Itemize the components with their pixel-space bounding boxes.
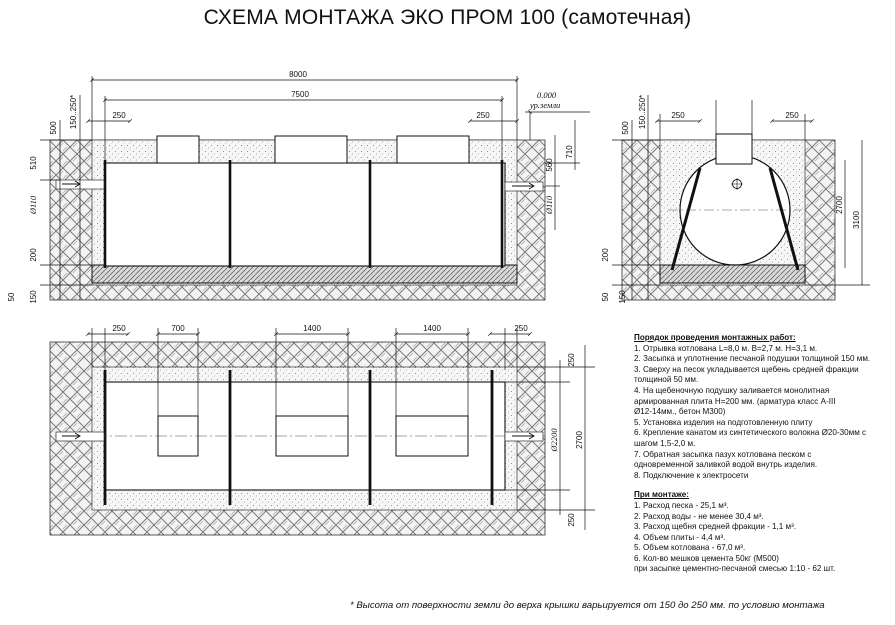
- concrete-slab-side: [660, 265, 805, 283]
- install-step: одновременной заливкой водой внутрь изделия.: [634, 460, 818, 470]
- side-dim-250-right: 250: [785, 111, 799, 120]
- mount-item: при засыпке цементно-песчаной смесью 1:10 - 62 шт.: [634, 564, 836, 574]
- side-hatch: [716, 134, 752, 164]
- notes-panel: [634, 333, 892, 575]
- mount-item: 4. Объем плиты - 4,4 м³.: [634, 532, 726, 542]
- dim-right-560: 560: [545, 158, 554, 172]
- side-dim-200: 200: [601, 248, 610, 262]
- install-step: 7. Обратная засыпка пазух котлована песком с: [634, 449, 812, 459]
- page-title: СХЕМА МОНТАЖА ЭКО ПРОМ 100 (самотечная): [203, 6, 692, 29]
- plan-dim-250-bottom: 250: [567, 513, 576, 527]
- side-section: [601, 95, 870, 304]
- dim-tank-length: 7500: [291, 90, 309, 99]
- install-step: шагом 1,5-2,0 м.: [634, 438, 696, 448]
- side-dim-2700: 2700: [835, 196, 844, 214]
- dim-top-250-right: 250: [476, 111, 490, 120]
- dim-top-250-left: 250: [112, 111, 126, 120]
- mount-item: 1. Расход песка - 25,1 м³.: [634, 500, 729, 510]
- install-step: 6. Крепление канатом из синтетического волокна Ø20-30мм с: [634, 428, 867, 438]
- install-step: 3. Сверху на песок укладывается щебень средней фракции: [634, 364, 859, 374]
- tank-front: [105, 163, 505, 266]
- install-step: 2. Засыпка и уплотнение песчаной подушки толщиной 150 мм.: [634, 354, 871, 364]
- install-step: 5. Установка изделия на подготовленную плиту: [634, 417, 813, 427]
- side-dim-500: 500: [621, 121, 630, 135]
- dim-right-pipe: Ø110: [544, 195, 554, 215]
- install-step: 4. На щебеночную подушку заливается монолитная: [634, 385, 830, 395]
- plan-dim-diameter: Ø2200: [549, 428, 559, 452]
- plan-dim-250-top: 250: [567, 353, 576, 367]
- front-section: [7, 70, 590, 304]
- plan-dim-700: 700: [171, 324, 185, 333]
- side-dim-150-250: 150..250*: [638, 94, 647, 130]
- side-dim-250-left: 250: [671, 111, 685, 120]
- outlet-pipe-plan: [505, 432, 543, 441]
- ground-level-label: ур.земли: [530, 100, 561, 110]
- mount-item: 2. Расход воды - не менее 30,4 м³.: [634, 511, 764, 521]
- install-step: армированная плита Н=200 мм. (арматура класс А-III: [634, 396, 836, 406]
- dim-left-500: 500: [49, 121, 58, 135]
- hatch-2: [275, 136, 347, 163]
- dim-left-200: 200: [29, 248, 38, 262]
- mount-item: 6. Кол-во мешков цемента 50кг (М500): [634, 553, 779, 563]
- install-step: 1. Отрывка котлована L=8,0 м. В=2,7 м. Н=3,1 м.: [634, 343, 818, 353]
- outlet-pipe-front: [505, 182, 543, 191]
- hatch-1: [157, 136, 199, 163]
- side-dim-50: 50: [601, 292, 610, 302]
- dim-total-length: 8000: [289, 70, 307, 79]
- plan-view: [50, 324, 595, 535]
- mount-item: 5. Объем котлована - 67,0 м³.: [634, 543, 746, 553]
- mount-item: 3. Расход щебня средней фракции - 1,1 м³.: [634, 522, 797, 532]
- plan-dim-250-right: 250: [514, 324, 528, 333]
- dim-left-150-250: 150..250*: [69, 94, 78, 130]
- plan-dim-250-left: 250: [112, 324, 126, 333]
- concrete-slab-front: [92, 265, 517, 283]
- hatch-3: [397, 136, 469, 163]
- dim-left-510: 510: [29, 156, 38, 170]
- install-heading: Порядок проведения монтажных работ:: [634, 333, 796, 342]
- install-step: 8. Подключение к электросети: [634, 470, 749, 480]
- dim-right-710: 710: [565, 145, 574, 159]
- side-dim-150: 150: [618, 290, 627, 304]
- install-step: Ø12-14мм., бетон М300): [634, 407, 726, 417]
- plan-dim-1400-a: 1400: [303, 324, 321, 333]
- install-step: толщиной 50 мм.: [634, 375, 699, 385]
- plan-dim-1400-b: 1400: [423, 324, 441, 333]
- dim-left-50: 50: [7, 292, 16, 302]
- footnote: * Высота от поверхности земли до верха крышки варьируется от 150 до 250 мм. по условию монтажа: [350, 600, 825, 611]
- dim-left-pipe: Ø110: [28, 195, 38, 215]
- side-dim-3100: 3100: [852, 211, 861, 229]
- dim-left-150: 150: [29, 290, 38, 304]
- ground-level-value: 0.000: [537, 90, 557, 100]
- plan-dim-2700: 2700: [575, 431, 584, 449]
- mount-heading: При монтаже:: [634, 490, 689, 500]
